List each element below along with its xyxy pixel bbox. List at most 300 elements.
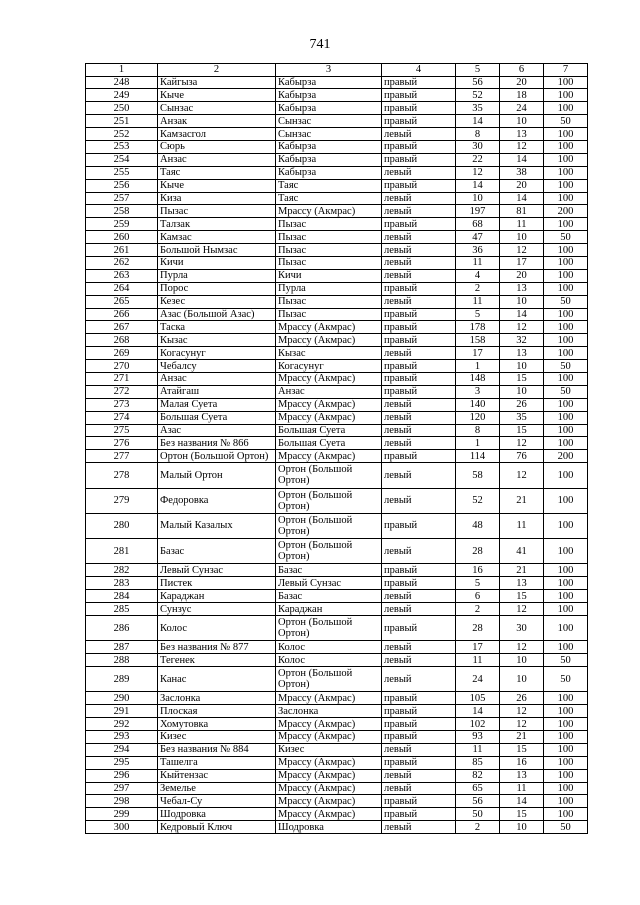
row-number-cell: 279 bbox=[86, 488, 158, 513]
river-name-cell: Атайгаш bbox=[158, 385, 276, 398]
flows-into-cell: Большая Суета bbox=[276, 424, 382, 437]
distance-from-mouth-cell: 14 bbox=[456, 705, 500, 718]
bank-cell: левый bbox=[382, 295, 456, 308]
row-number-cell: 266 bbox=[86, 308, 158, 321]
river-name-cell: Порос bbox=[158, 282, 276, 295]
table-row bbox=[86, 718, 588, 731]
flows-into-cell: Кабырза bbox=[276, 140, 382, 153]
row-number-cell: 294 bbox=[86, 743, 158, 756]
table-row bbox=[86, 782, 588, 795]
flows-into-cell: Пызас bbox=[276, 256, 382, 269]
table-row bbox=[86, 564, 588, 577]
protection-zone-cell: 100 bbox=[544, 769, 588, 782]
length-cell: 30 bbox=[500, 615, 544, 640]
length-cell: 35 bbox=[500, 411, 544, 424]
protection-zone-cell: 100 bbox=[544, 603, 588, 616]
row-number-cell: 295 bbox=[86, 756, 158, 769]
distance-from-mouth-cell: 11 bbox=[456, 295, 500, 308]
length-cell: 41 bbox=[500, 539, 544, 564]
flows-into-cell: Таяс bbox=[276, 192, 382, 205]
table-row bbox=[86, 321, 588, 334]
bank-cell: левый bbox=[382, 166, 456, 179]
table-row bbox=[86, 153, 588, 166]
row-number-cell: 251 bbox=[86, 115, 158, 128]
bank-cell: правый bbox=[382, 615, 456, 640]
distance-from-mouth-cell: 8 bbox=[456, 128, 500, 141]
protection-zone-cell: 100 bbox=[544, 372, 588, 385]
length-cell: 17 bbox=[500, 256, 544, 269]
river-name-cell: Анзак bbox=[158, 115, 276, 128]
row-number-cell: 289 bbox=[86, 667, 158, 692]
row-number-cell: 253 bbox=[86, 140, 158, 153]
river-name-cell: Малая Суета bbox=[158, 398, 276, 411]
flows-into-cell: Караджан bbox=[276, 603, 382, 616]
length-cell: 12 bbox=[500, 705, 544, 718]
river-name-cell: Чебалсу bbox=[158, 360, 276, 373]
river-name-cell: Камзас bbox=[158, 231, 276, 244]
protection-zone-cell: 100 bbox=[544, 564, 588, 577]
flows-into-cell: Сынзас bbox=[276, 128, 382, 141]
flows-into-cell: Ортон (Большой Ортон) bbox=[276, 539, 382, 564]
length-cell: 11 bbox=[500, 513, 544, 538]
length-cell: 15 bbox=[500, 743, 544, 756]
table-row bbox=[86, 256, 588, 269]
length-cell: 12 bbox=[500, 718, 544, 731]
protection-zone-cell: 100 bbox=[544, 102, 588, 115]
length-cell: 13 bbox=[500, 769, 544, 782]
row-number-cell: 299 bbox=[86, 808, 158, 821]
table-row bbox=[86, 411, 588, 424]
distance-from-mouth-cell: 14 bbox=[456, 115, 500, 128]
protection-zone-cell: 100 bbox=[544, 256, 588, 269]
distance-from-mouth-cell: 1 bbox=[456, 437, 500, 450]
flows-into-cell: Колос bbox=[276, 641, 382, 654]
bank-cell: левый bbox=[382, 231, 456, 244]
flows-into-cell: Мрассу (Акмрас) bbox=[276, 692, 382, 705]
bank-cell: левый bbox=[382, 347, 456, 360]
table-row bbox=[86, 577, 588, 590]
header-row bbox=[86, 64, 588, 77]
bank-cell: правый bbox=[382, 308, 456, 321]
flows-into-cell: Пызас bbox=[276, 218, 382, 231]
length-cell: 15 bbox=[500, 372, 544, 385]
row-number-cell: 300 bbox=[86, 821, 158, 834]
table-row bbox=[86, 218, 588, 231]
distance-from-mouth-cell: 56 bbox=[456, 795, 500, 808]
distance-from-mouth-cell: 2 bbox=[456, 821, 500, 834]
bank-cell: правый bbox=[382, 76, 456, 89]
distance-from-mouth-cell: 3 bbox=[456, 385, 500, 398]
row-number-cell: 248 bbox=[86, 76, 158, 89]
column-header-2: 2 bbox=[158, 64, 276, 77]
protection-zone-cell: 100 bbox=[544, 437, 588, 450]
distance-from-mouth-cell: 50 bbox=[456, 808, 500, 821]
table-row bbox=[86, 450, 588, 463]
protection-zone-cell: 100 bbox=[544, 76, 588, 89]
protection-zone-cell: 100 bbox=[544, 539, 588, 564]
protection-zone-cell: 200 bbox=[544, 450, 588, 463]
length-cell: 14 bbox=[500, 192, 544, 205]
length-cell: 15 bbox=[500, 424, 544, 437]
table-row bbox=[86, 102, 588, 115]
protection-zone-cell: 100 bbox=[544, 513, 588, 538]
distance-from-mouth-cell: 17 bbox=[456, 641, 500, 654]
column-header-6: 6 bbox=[500, 64, 544, 77]
row-number-cell: 272 bbox=[86, 385, 158, 398]
river-name-cell: Таяс bbox=[158, 166, 276, 179]
protection-zone-cell: 100 bbox=[544, 166, 588, 179]
length-cell: 76 bbox=[500, 450, 544, 463]
flows-into-cell: Пызас bbox=[276, 295, 382, 308]
protection-zone-cell: 100 bbox=[544, 795, 588, 808]
protection-zone-cell: 100 bbox=[544, 308, 588, 321]
protection-zone-cell: 100 bbox=[544, 692, 588, 705]
row-number-cell: 258 bbox=[86, 205, 158, 218]
protection-zone-cell: 100 bbox=[544, 244, 588, 257]
table-row bbox=[86, 269, 588, 282]
row-number-cell: 288 bbox=[86, 654, 158, 667]
bank-cell: правый bbox=[382, 153, 456, 166]
bank-cell: правый bbox=[382, 564, 456, 577]
distance-from-mouth-cell: 5 bbox=[456, 577, 500, 590]
row-number-cell: 281 bbox=[86, 539, 158, 564]
distance-from-mouth-cell: 68 bbox=[456, 218, 500, 231]
distance-from-mouth-cell: 197 bbox=[456, 205, 500, 218]
table-row bbox=[86, 360, 588, 373]
length-cell: 10 bbox=[500, 295, 544, 308]
length-cell: 16 bbox=[500, 756, 544, 769]
protection-zone-cell: 100 bbox=[544, 140, 588, 153]
river-name-cell: Кизес bbox=[158, 731, 276, 744]
table-row bbox=[86, 437, 588, 450]
distance-from-mouth-cell: 93 bbox=[456, 731, 500, 744]
distance-from-mouth-cell: 4 bbox=[456, 269, 500, 282]
river-name-cell: Без названия № 884 bbox=[158, 743, 276, 756]
table-row bbox=[86, 244, 588, 257]
bank-cell: правый bbox=[382, 334, 456, 347]
protection-zone-cell: 50 bbox=[544, 385, 588, 398]
distance-from-mouth-cell: 28 bbox=[456, 615, 500, 640]
protection-zone-cell: 50 bbox=[544, 295, 588, 308]
length-cell: 12 bbox=[500, 244, 544, 257]
row-number-cell: 249 bbox=[86, 89, 158, 102]
distance-from-mouth-cell: 28 bbox=[456, 539, 500, 564]
table-row bbox=[86, 192, 588, 205]
distance-from-mouth-cell: 24 bbox=[456, 667, 500, 692]
river-name-cell: Талзак bbox=[158, 218, 276, 231]
river-name-cell: Большой Нымзас bbox=[158, 244, 276, 257]
protection-zone-cell: 100 bbox=[544, 128, 588, 141]
length-cell: 12 bbox=[500, 463, 544, 488]
table-row bbox=[86, 654, 588, 667]
row-number-cell: 282 bbox=[86, 564, 158, 577]
table-row bbox=[86, 615, 588, 640]
river-name-cell: Малый Ортон bbox=[158, 463, 276, 488]
river-name-cell: Плоская bbox=[158, 705, 276, 718]
row-number-cell: 259 bbox=[86, 218, 158, 231]
protection-zone-cell: 100 bbox=[544, 756, 588, 769]
row-number-cell: 280 bbox=[86, 513, 158, 538]
river-name-cell: Кезес bbox=[158, 295, 276, 308]
river-name-cell: Камзасгол bbox=[158, 128, 276, 141]
row-number-cell: 274 bbox=[86, 411, 158, 424]
bank-cell: правый bbox=[382, 89, 456, 102]
flows-into-cell: Анзас bbox=[276, 385, 382, 398]
row-number-cell: 291 bbox=[86, 705, 158, 718]
bank-cell: правый bbox=[382, 321, 456, 334]
bank-cell: правый bbox=[382, 385, 456, 398]
flows-into-cell: Кабырза bbox=[276, 166, 382, 179]
flows-into-cell: Ортон (Большой Ортон) bbox=[276, 513, 382, 538]
length-cell: 11 bbox=[500, 218, 544, 231]
row-number-cell: 277 bbox=[86, 450, 158, 463]
protection-zone-cell: 100 bbox=[544, 577, 588, 590]
row-number-cell: 285 bbox=[86, 603, 158, 616]
flows-into-cell: Кабырза bbox=[276, 153, 382, 166]
protection-zone-cell: 100 bbox=[544, 218, 588, 231]
distance-from-mouth-cell: 158 bbox=[456, 334, 500, 347]
distance-from-mouth-cell: 30 bbox=[456, 140, 500, 153]
river-name-cell: Чебал-Су bbox=[158, 795, 276, 808]
flows-into-cell: Мрассу (Акмрас) bbox=[276, 450, 382, 463]
length-cell: 20 bbox=[500, 76, 544, 89]
distance-from-mouth-cell: 85 bbox=[456, 756, 500, 769]
table-row bbox=[86, 140, 588, 153]
bank-cell: левый bbox=[382, 244, 456, 257]
table-row bbox=[86, 821, 588, 834]
table-row bbox=[86, 308, 588, 321]
bank-cell: правый bbox=[382, 115, 456, 128]
bank-cell: левый bbox=[382, 641, 456, 654]
river-name-cell: Ташелга bbox=[158, 756, 276, 769]
flows-into-cell: Кабырза bbox=[276, 76, 382, 89]
flows-into-cell: Базас bbox=[276, 564, 382, 577]
row-number-cell: 284 bbox=[86, 590, 158, 603]
row-number-cell: 290 bbox=[86, 692, 158, 705]
river-name-cell: Федоровка bbox=[158, 488, 276, 513]
bank-cell: левый bbox=[382, 424, 456, 437]
flows-into-cell: Мрассу (Акмрас) bbox=[276, 731, 382, 744]
table-row bbox=[86, 179, 588, 192]
river-name-cell: Сынзас bbox=[158, 102, 276, 115]
distance-from-mouth-cell: 102 bbox=[456, 718, 500, 731]
row-number-cell: 264 bbox=[86, 282, 158, 295]
distance-from-mouth-cell: 12 bbox=[456, 166, 500, 179]
protection-zone-cell: 100 bbox=[544, 424, 588, 437]
river-name-cell: Заслонка bbox=[158, 692, 276, 705]
protection-zone-cell: 50 bbox=[544, 231, 588, 244]
river-name-cell: Кедровый Ключ bbox=[158, 821, 276, 834]
length-cell: 32 bbox=[500, 334, 544, 347]
flows-into-cell: Пызас bbox=[276, 244, 382, 257]
river-name-cell: Пистек bbox=[158, 577, 276, 590]
table-row bbox=[86, 795, 588, 808]
table-row bbox=[86, 705, 588, 718]
river-name-cell: Азас (Большой Азас) bbox=[158, 308, 276, 321]
protection-zone-cell: 50 bbox=[544, 115, 588, 128]
distance-from-mouth-cell: 82 bbox=[456, 769, 500, 782]
bank-cell: правый bbox=[382, 705, 456, 718]
distance-from-mouth-cell: 58 bbox=[456, 463, 500, 488]
protection-zone-cell: 50 bbox=[544, 667, 588, 692]
column-header-5: 5 bbox=[456, 64, 500, 77]
table-row bbox=[86, 115, 588, 128]
protection-zone-cell: 100 bbox=[544, 590, 588, 603]
bank-cell: правый bbox=[382, 756, 456, 769]
protection-zone-cell: 100 bbox=[544, 718, 588, 731]
river-name-cell: Киза bbox=[158, 192, 276, 205]
flows-into-cell: Кызас bbox=[276, 347, 382, 360]
table-row bbox=[86, 76, 588, 89]
row-number-cell: 276 bbox=[86, 437, 158, 450]
distance-from-mouth-cell: 14 bbox=[456, 179, 500, 192]
river-name-cell: Кыче bbox=[158, 179, 276, 192]
flows-into-cell: Мрассу (Акмрас) bbox=[276, 411, 382, 424]
flows-into-cell: Кичи bbox=[276, 269, 382, 282]
bank-cell: левый bbox=[382, 437, 456, 450]
table-row bbox=[86, 667, 588, 692]
table-row bbox=[86, 89, 588, 102]
table-row bbox=[86, 743, 588, 756]
length-cell: 13 bbox=[500, 347, 544, 360]
distance-from-mouth-cell: 2 bbox=[456, 603, 500, 616]
bank-cell: правый bbox=[382, 140, 456, 153]
length-cell: 20 bbox=[500, 179, 544, 192]
length-cell: 10 bbox=[500, 231, 544, 244]
distance-from-mouth-cell: 5 bbox=[456, 308, 500, 321]
table-row bbox=[86, 769, 588, 782]
table-row bbox=[86, 488, 588, 513]
protection-zone-cell: 100 bbox=[544, 192, 588, 205]
length-cell: 10 bbox=[500, 667, 544, 692]
length-cell: 13 bbox=[500, 128, 544, 141]
distance-from-mouth-cell: 52 bbox=[456, 89, 500, 102]
table-row bbox=[86, 513, 588, 538]
river-name-cell: Пызас bbox=[158, 205, 276, 218]
length-cell: 12 bbox=[500, 641, 544, 654]
river-name-cell: Кыйтензас bbox=[158, 769, 276, 782]
row-number-cell: 271 bbox=[86, 372, 158, 385]
protection-zone-cell: 100 bbox=[544, 179, 588, 192]
flows-into-cell: Мрассу (Акмрас) bbox=[276, 756, 382, 769]
table-row bbox=[86, 295, 588, 308]
flows-into-cell: Кабырза bbox=[276, 89, 382, 102]
row-number-cell: 260 bbox=[86, 231, 158, 244]
length-cell: 12 bbox=[500, 437, 544, 450]
row-number-cell: 254 bbox=[86, 153, 158, 166]
distance-from-mouth-cell: 120 bbox=[456, 411, 500, 424]
row-number-cell: 250 bbox=[86, 102, 158, 115]
protection-zone-cell: 100 bbox=[544, 347, 588, 360]
river-name-cell: Анзас bbox=[158, 372, 276, 385]
table-row bbox=[86, 205, 588, 218]
protection-zone-cell: 100 bbox=[544, 488, 588, 513]
table-row bbox=[86, 641, 588, 654]
river-name-cell: Тегенек bbox=[158, 654, 276, 667]
protection-zone-cell: 100 bbox=[544, 463, 588, 488]
distance-from-mouth-cell: 16 bbox=[456, 564, 500, 577]
length-cell: 21 bbox=[500, 731, 544, 744]
protection-zone-cell: 100 bbox=[544, 153, 588, 166]
table-row bbox=[86, 539, 588, 564]
table-row bbox=[86, 334, 588, 347]
row-number-cell: 268 bbox=[86, 334, 158, 347]
length-cell: 81 bbox=[500, 205, 544, 218]
length-cell: 10 bbox=[500, 115, 544, 128]
flows-into-cell: Ортон (Большой Ортон) bbox=[276, 667, 382, 692]
distance-from-mouth-cell: 1 bbox=[456, 360, 500, 373]
bank-cell: левый bbox=[382, 256, 456, 269]
table-row bbox=[86, 603, 588, 616]
rivers-table bbox=[85, 63, 588, 834]
distance-from-mouth-cell: 178 bbox=[456, 321, 500, 334]
bank-cell: правый bbox=[382, 282, 456, 295]
bank-cell: правый bbox=[382, 450, 456, 463]
row-number-cell: 273 bbox=[86, 398, 158, 411]
bank-cell: правый bbox=[382, 808, 456, 821]
length-cell: 24 bbox=[500, 102, 544, 115]
table-row bbox=[86, 282, 588, 295]
distance-from-mouth-cell: 17 bbox=[456, 347, 500, 360]
distance-from-mouth-cell: 48 bbox=[456, 513, 500, 538]
row-number-cell: 265 bbox=[86, 295, 158, 308]
flows-into-cell: Мрассу (Акмрас) bbox=[276, 205, 382, 218]
table-row bbox=[86, 756, 588, 769]
flows-into-cell: Мрассу (Акмрас) bbox=[276, 398, 382, 411]
table-row bbox=[86, 372, 588, 385]
column-header-3: 3 bbox=[276, 64, 382, 77]
length-cell: 18 bbox=[500, 89, 544, 102]
flows-into-cell: Большая Суета bbox=[276, 437, 382, 450]
river-name-cell: Сюрь bbox=[158, 140, 276, 153]
flows-into-cell: Левый Сунзас bbox=[276, 577, 382, 590]
row-number-cell: 293 bbox=[86, 731, 158, 744]
row-number-cell: 297 bbox=[86, 782, 158, 795]
bank-cell: правый bbox=[382, 360, 456, 373]
row-number-cell: 252 bbox=[86, 128, 158, 141]
river-name-cell: Караджан bbox=[158, 590, 276, 603]
table-body bbox=[86, 76, 588, 834]
flows-into-cell: Таяс bbox=[276, 179, 382, 192]
row-number-cell: 255 bbox=[86, 166, 158, 179]
table-row bbox=[86, 128, 588, 141]
river-name-cell: Хомутовка bbox=[158, 718, 276, 731]
flows-into-cell: Пызас bbox=[276, 231, 382, 244]
river-name-cell: Кызас bbox=[158, 334, 276, 347]
length-cell: 11 bbox=[500, 782, 544, 795]
river-name-cell: Ортон (Большой Ортон) bbox=[158, 450, 276, 463]
river-name-cell: Левый Сунзас bbox=[158, 564, 276, 577]
river-name-cell: Азас bbox=[158, 424, 276, 437]
river-name-cell: Пурла bbox=[158, 269, 276, 282]
distance-from-mouth-cell: 10 bbox=[456, 192, 500, 205]
protection-zone-cell: 100 bbox=[544, 269, 588, 282]
row-number-cell: 261 bbox=[86, 244, 158, 257]
protection-zone-cell: 50 bbox=[544, 654, 588, 667]
flows-into-cell: Пурла bbox=[276, 282, 382, 295]
row-number-cell: 283 bbox=[86, 577, 158, 590]
bank-cell: левый bbox=[382, 192, 456, 205]
bank-cell: правый bbox=[382, 718, 456, 731]
length-cell: 10 bbox=[500, 654, 544, 667]
table-row bbox=[86, 424, 588, 437]
bank-cell: правый bbox=[382, 102, 456, 115]
river-name-cell: Малый Казалых bbox=[158, 513, 276, 538]
bank-cell: левый bbox=[382, 743, 456, 756]
table-row bbox=[86, 398, 588, 411]
column-header-1: 1 bbox=[86, 64, 158, 77]
flows-into-cell: Мрассу (Акмрас) bbox=[276, 808, 382, 821]
